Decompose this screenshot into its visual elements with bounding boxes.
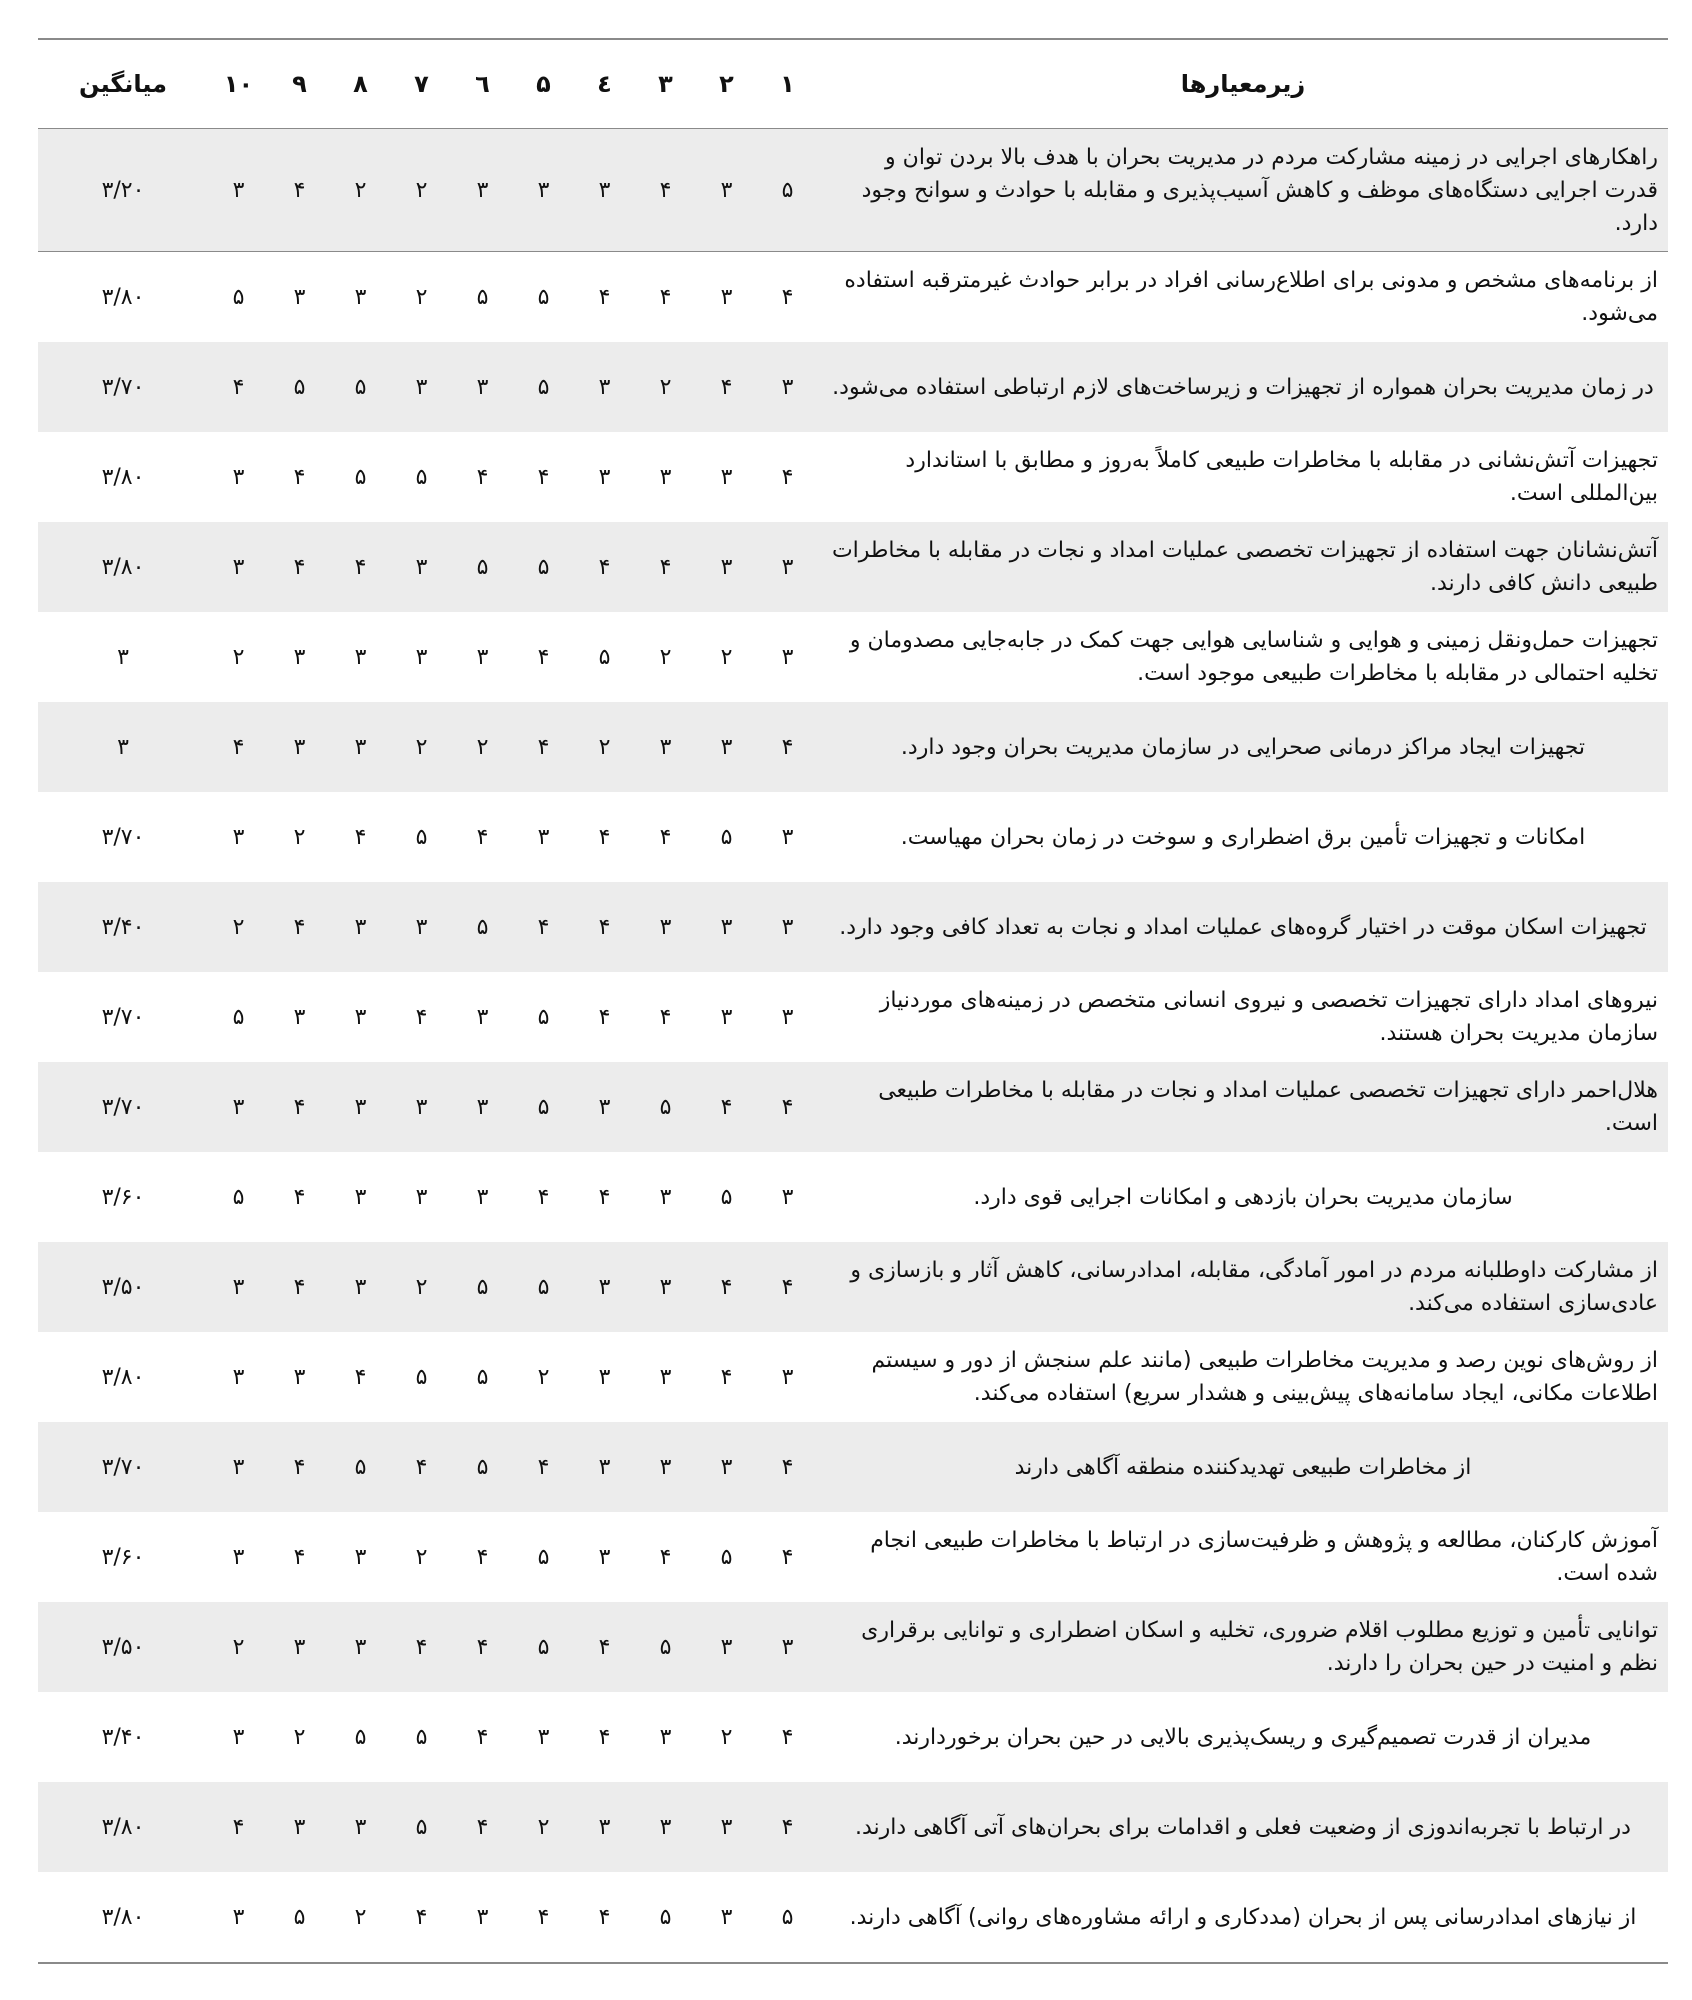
expert-score-cell: ۵ [696,1152,757,1242]
expert-score-cell: ۵ [574,612,635,702]
expert-score-cell: ۳ [330,1512,391,1602]
average-cell: ۳/۶۰ [38,1152,208,1242]
sub-criterion-cell [818,522,1668,612]
expert-score-cell: ۲ [513,1332,574,1422]
expert-score-cell: ۳ [757,882,818,972]
expert-score-cell: ۵ [269,1872,330,1963]
average-cell: ۳/۵۰ [38,1242,208,1332]
average-cell: ۳/۸۰ [38,432,208,522]
table-body [38,129,1668,1964]
expert-score-cell: ۳ [391,1062,452,1152]
expert-score-cell: ۳ [330,1062,391,1152]
expert-score-cell: ۴ [513,1422,574,1512]
table-row [38,1782,1668,1872]
expert-score-cell: ۵ [391,432,452,522]
expert-score-cell: ۳ [574,342,635,432]
expert-score-cell: ۲ [208,882,269,972]
expert-score-cell: ۳ [452,1062,513,1152]
expert-score-cell: ۴ [391,1422,452,1512]
expert-score-cell: ۴ [757,432,818,522]
expert-score-cell: ۳ [696,1602,757,1692]
expert-score-cell: ۳ [330,1152,391,1242]
expert-score-cell: ۲ [391,702,452,792]
sub-criterion-text: امکانات و تجهیزات تأمین برق اضطراری و سوخت در زمان بحران مهیاست. [900,824,1586,850]
expert-score-cell: ۵ [635,1602,696,1692]
expert-score-cell: ۲ [391,129,452,252]
expert-score-cell: ۳ [574,1782,635,1872]
sub-criterion-text: تجهیزات اسکان موقت در اختیار گروه‌های عملیات امداد و نجات به تعداد کافی وجود دارد. [839,914,1647,940]
table-row [38,1512,1668,1602]
expert-score-cell: ۴ [269,129,330,252]
expert-score-cell: ۴ [635,252,696,343]
expert-score-cell: ۵ [452,882,513,972]
average-cell: ۳/۴۰ [38,1692,208,1782]
table-row [38,792,1668,882]
expert-score-cell: ۳ [696,1782,757,1872]
expert-score-cell: ۴ [269,1512,330,1602]
expert-score-cell: ۴ [696,342,757,432]
expert-score-cell: ۳ [757,1332,818,1422]
expert-score-cell: ۳ [269,1602,330,1692]
sub-criterion-cell [818,1512,1668,1602]
average-cell: ۳/۷۰ [38,972,208,1062]
expert-score-cell: ۴ [757,1782,818,1872]
sub-criterion-text: تجهیزات حمل‌ونقل زمینی و هوایی و شناسایی هوایی جهت کمک در جابه‌جایی مصدومان و تخلیه احتمالی در مقابله با مخاطرات طبیعی موجود است. [849,628,1658,686]
sub-criterion-cell [818,342,1668,432]
expert-score-cell: ۳ [330,882,391,972]
expert-score-cell: ۲ [452,702,513,792]
expert-score-cell: ۳ [513,792,574,882]
expert-score-cell: ۴ [513,702,574,792]
sub-criterion-cell [818,972,1668,1062]
expert-score-cell: ۳ [635,1692,696,1782]
average-cell: ۳/۸۰ [38,1782,208,1872]
expert-score-cell: ۴ [330,522,391,612]
expert-score-cell: ۳ [330,1242,391,1332]
expert-score-cell: ۴ [269,1152,330,1242]
expert-score-cell: ۲ [696,612,757,702]
expert-score-cell: ۴ [696,1242,757,1332]
expert-score-cell: ۳ [269,612,330,702]
expert-score-cell: ۵ [330,1692,391,1782]
expert-score-cell: ۴ [269,432,330,522]
expert-score-cell: ۳ [574,1242,635,1332]
expert-score-cell: ۳ [757,522,818,612]
average-cell: ۳/۸۰ [38,522,208,612]
expert-score-cell: ۳ [452,129,513,252]
expert-score-cell: ۳ [574,1332,635,1422]
expert-score-cell: ۳ [208,129,269,252]
table-row [38,252,1668,343]
expert-score-cell: ۵ [513,1062,574,1152]
expert-score-cell: ۴ [574,1872,635,1963]
expert-score-cell: ۴ [635,129,696,252]
expert-score-cell: ۴ [574,882,635,972]
expert-score-cell: ۳ [330,612,391,702]
expert-score-cell: ۵ [513,342,574,432]
sub-criterion-cell [818,1602,1668,1692]
expert-score-cell: ۵ [391,1692,452,1782]
expert-score-cell: ۳ [696,522,757,612]
expert-score-cell: ۳ [208,1692,269,1782]
expert-score-cell: ۵ [452,1332,513,1422]
expert-score-cell: ۴ [574,1152,635,1242]
sub-criterion-cell [818,882,1668,972]
expert-score-cell: ۳ [208,522,269,612]
expert-score-cell: ۳ [757,612,818,702]
expert-score-cell: ۵ [208,972,269,1062]
expert-score-cell: ۳ [269,252,330,343]
expert-score-cell: ۲ [635,612,696,702]
sub-criterion-cell [818,792,1668,882]
average-cell: ۳/۷۰ [38,1062,208,1152]
expert-score-cell: ۳ [696,702,757,792]
expert-score-cell: ۳ [757,342,818,432]
header-expert: ۷ [391,39,452,129]
expert-score-cell: ۲ [513,1782,574,1872]
expert-score-cell: ۳ [330,702,391,792]
expert-score-cell: ۳ [330,1782,391,1872]
expert-score-cell: ۳ [330,1602,391,1692]
sub-criterion-cell [818,1422,1668,1512]
expert-score-cell: ۳ [391,882,452,972]
expert-score-cell: ۳ [269,1782,330,1872]
expert-score-cell: ۵ [391,1332,452,1422]
expert-score-cell: ۳ [452,1152,513,1242]
table-row [38,1152,1668,1242]
expert-score-cell: ۴ [452,1602,513,1692]
sub-criterion-cell [818,1692,1668,1782]
table-row [38,432,1668,522]
expert-score-cell: ۴ [696,1332,757,1422]
expert-score-cell: ۴ [757,1242,818,1332]
sub-criterion-text: از مشارکت داوطلبانه مردم در امور آمادگی، مقابله، امدادرسانی، کاهش آثار و بازسازی و عادی‌سازی استفاده می‌کند. [850,1258,1658,1316]
expert-score-cell: ۴ [513,612,574,702]
expert-score-cell: ۳ [391,342,452,432]
table-row [38,1062,1668,1152]
expert-score-cell: ۵ [635,1062,696,1152]
expert-score-cell: ۳ [513,129,574,252]
expert-score-cell: ۵ [452,252,513,343]
expert-score-cell: ۳ [635,702,696,792]
expert-score-cell: ۴ [757,1062,818,1152]
expert-score-cell: ۳ [269,972,330,1062]
expert-score-cell: ۲ [208,1602,269,1692]
expert-score-cell: ۵ [513,522,574,612]
expert-score-cell: ۴ [513,1872,574,1963]
expert-score-cell: ۳ [330,972,391,1062]
expert-score-cell: ۴ [330,1332,391,1422]
expert-score-cell: ۵ [513,252,574,343]
expert-score-cell: ۴ [757,702,818,792]
expert-score-cell: ۳ [574,1062,635,1152]
sub-criterion-text: توانایی تأمین و توزیع مطلوب اقلام ضروری، تخلیه و اسکان اضطراری و توانایی برقراری نظم و امنیت در حین بحران را دارند. [861,1618,1658,1676]
expert-score-cell: ۵ [513,1512,574,1602]
expert-score-cell: ۳ [391,522,452,612]
expert-score-cell: ۵ [757,129,818,252]
header-expert: ٤ [574,39,635,129]
expert-score-cell: ۳ [452,972,513,1062]
expert-score-cell: ۲ [696,1692,757,1782]
table-row [38,1872,1668,1963]
sub-criterion-text: از برنامه‌های مشخص و مدونی برای اطلاع‌رسانی افراد در برابر حوادث غیرمترقبه استفاده می‌شود. [844,268,1658,326]
expert-score-cell: ۳ [208,1332,269,1422]
expert-score-cell: ۳ [696,129,757,252]
expert-score-cell: ۳ [452,1872,513,1963]
average-cell: ۳/۸۰ [38,1332,208,1422]
expert-score-cell: ۵ [757,1872,818,1963]
expert-score-cell: ۳ [574,432,635,522]
table-row [38,342,1668,432]
expert-score-cell: ۴ [269,882,330,972]
expert-score-cell: ۴ [452,1692,513,1782]
expert-score-cell: ۵ [269,342,330,432]
expert-score-cell: ۴ [330,792,391,882]
expert-score-cell: ۴ [513,882,574,972]
table-row [38,1692,1668,1782]
expert-score-cell: ۵ [330,1422,391,1512]
expert-score-cell: ۲ [574,702,635,792]
sub-criterion-cell [818,432,1668,522]
expert-score-cell: ۲ [330,1872,391,1963]
expert-score-cell: ۳ [330,252,391,343]
expert-score-cell: ۳ [757,792,818,882]
average-cell: ۳/۲۰ [38,129,208,252]
sub-criterion-cell [818,129,1668,252]
expert-score-cell: ۲ [269,1692,330,1782]
average-cell: ۳ [38,702,208,792]
expert-score-cell: ۴ [696,1062,757,1152]
average-cell: ۳/۸۰ [38,1872,208,1963]
table-row [38,1602,1668,1692]
sub-criterion-text: تجهیزات ایجاد مراکز درمانی صحرایی در سازمان مدیریت بحران وجود دارد. [900,734,1586,760]
expert-score-cell: ۳ [452,342,513,432]
expert-score-cell: ۴ [757,1692,818,1782]
expert-score-cell: ۴ [574,522,635,612]
expert-score-cell: ۳ [208,432,269,522]
average-cell: ۳/۵۰ [38,1602,208,1692]
header-average: میانگین [38,39,208,129]
sub-criterion-text: آموزش کارکنان، مطالعه و پژوهش و ظرفیت‌سازی در ارتباط با مخاطرات طبیعی انجام شده است. [870,1528,1658,1586]
expert-score-cell: ۲ [391,252,452,343]
sub-criterion-cell [818,1242,1668,1332]
expert-score-cell: ۳ [208,1242,269,1332]
expert-score-cell: ۴ [269,1062,330,1152]
expert-score-cell: ۴ [391,1602,452,1692]
header-expert: ۸ [330,39,391,129]
expert-score-cell: ۳ [635,1152,696,1242]
expert-score-cell: ۴ [574,252,635,343]
table-row [38,1422,1668,1512]
expert-score-cell: ۳ [696,882,757,972]
average-cell: ۳/۷۰ [38,1422,208,1512]
expert-score-cell: ۳ [635,882,696,972]
expert-score-cell: ۵ [452,1242,513,1332]
table-row [38,972,1668,1062]
expert-score-cell: ۳ [696,1872,757,1963]
expert-score-cell: ۴ [452,432,513,522]
expert-score-cell: ۵ [391,792,452,882]
expert-score-cell: ۴ [574,972,635,1062]
sub-criterion-cell [818,1332,1668,1422]
expert-score-cell: ۳ [696,252,757,343]
expert-score-cell: ۳ [635,1422,696,1512]
sub-criterion-cell [818,1152,1668,1242]
expert-score-cell: ۴ [757,1512,818,1602]
sub-criterion-text: آتش‌نشانان جهت استفاده از تجهیزات تخصصی عملیات امداد و نجات در مقابله با مخاطرات طبیعی دانش کافی دارند. [831,538,1658,596]
table-row [38,129,1668,252]
table-row [38,1242,1668,1332]
expert-score-cell: ۳ [574,1512,635,1602]
expert-score-cell: ۴ [513,1152,574,1242]
average-cell: ۳ [38,612,208,702]
table-row [38,612,1668,702]
expert-score-cell: ۴ [635,792,696,882]
expert-score-cell: ۳ [757,1152,818,1242]
average-cell: ۳/۶۰ [38,1512,208,1602]
expert-score-cell: ۳ [452,612,513,702]
expert-score-cell: ۳ [635,1782,696,1872]
sub-criterion-text: راهکارهای اجرایی در زمینه مشارکت مردم در مدیریت بحران با هدف بالا بردن توان و قدرت اجرایی دستگاه‌های موظف و کاهش آسیب‌پذیری و مقابله با حوادث و سوانح وجود دارد. [861,144,1658,236]
expert-score-cell: ۵ [452,1422,513,1512]
sub-criterion-cell [818,1782,1668,1872]
expert-score-cell: ۵ [452,522,513,612]
sub-criterion-text: در ارتباط با تجربه‌اندوزی از وضعیت فعلی و اقدامات برای بحران‌های آتی آگاهی دارند. [855,1814,1631,1840]
expert-score-cell: ۴ [452,1782,513,1872]
expert-score-cell: ۵ [513,1242,574,1332]
expert-score-cell: ۳ [696,1422,757,1512]
expert-score-cell: ۵ [330,342,391,432]
table-row [38,882,1668,972]
expert-score-cell: ۴ [391,972,452,1062]
expert-score-cell: ۳ [757,972,818,1062]
header-expert: ۱۰ [208,39,269,129]
expert-score-cell: ۲ [391,1242,452,1332]
expert-score-cell: ۳ [208,1872,269,1963]
expert-score-cell: ۴ [452,792,513,882]
expert-score-cell: ۴ [574,792,635,882]
expert-score-cell: ۴ [269,1242,330,1332]
expert-score-cell: ۲ [391,1512,452,1602]
sub-criterion-text: تجهیزات آتش‌نشانی در مقابله با مخاطرات طبیعی کاملاً به‌روز و مطابق با استاندارد بین‌المللی است. [905,448,1658,506]
sub-criterion-text: نیروهای امداد دارای تجهیزات تخصصی و نیروی انسانی متخصص در زمینه‌های موردنیاز سازمان مدیریت بحران هستند. [879,988,1658,1046]
sub-criterion-text: در زمان مدیریت بحران همواره از تجهیزات و زیرساخت‌های لازم ارتباطی استفاده می‌شود. [832,374,1654,400]
expert-score-cell: ۳ [391,1152,452,1242]
expert-score-cell: ۵ [208,252,269,343]
sub-criteria-table [38,38,1668,1964]
expert-score-cell: ۴ [391,1872,452,1963]
sub-criterion-text: سازمان مدیریت بحران بازدهی و امکانات اجرایی قوی دارد. [973,1184,1513,1210]
expert-score-cell: ۳ [208,792,269,882]
header-expert: ۳ [635,39,696,129]
expert-score-cell: ۵ [696,1512,757,1602]
average-cell: ۳/۷۰ [38,792,208,882]
expert-score-cell: ۴ [513,432,574,522]
header-expert: ۲ [696,39,757,129]
table-row [38,702,1668,792]
expert-score-cell: ۴ [208,702,269,792]
table-header-row [38,39,1668,129]
header-expert: ٦ [452,39,513,129]
table-row [38,1332,1668,1422]
expert-score-cell: ۴ [635,1512,696,1602]
expert-score-cell: ۳ [208,1062,269,1152]
expert-score-cell: ۳ [269,702,330,792]
header-expert: ۹ [269,39,330,129]
expert-score-cell: ۴ [269,1422,330,1512]
expert-score-cell: ۳ [574,1422,635,1512]
expert-score-cell: ۴ [635,522,696,612]
expert-score-cell: ۲ [208,612,269,702]
sub-criterion-cell [818,1062,1668,1152]
expert-score-cell: ۵ [513,1602,574,1692]
sub-criterion-cell [818,702,1668,792]
expert-score-cell: ۴ [452,1512,513,1602]
expert-score-cell: ۵ [696,792,757,882]
sub-criterion-cell [818,252,1668,343]
expert-score-cell: ۴ [757,252,818,343]
average-cell: ۳/۴۰ [38,882,208,972]
expert-score-cell: ۴ [757,1422,818,1512]
header-expert: ۵ [513,39,574,129]
expert-score-cell: ۳ [208,1512,269,1602]
expert-score-cell: ۳ [696,432,757,522]
expert-score-cell: ۳ [574,129,635,252]
average-cell: ۳/۸۰ [38,252,208,343]
expert-score-cell: ۴ [635,972,696,1062]
sub-criterion-text: مدیران از قدرت تصمیم‌گیری و ریسک‌پذیری بالایی در حین بحران برخوردارند. [894,1724,1592,1750]
expert-score-cell: ۴ [269,522,330,612]
expert-score-cell: ۵ [330,432,391,522]
expert-score-cell: ۳ [391,612,452,702]
expert-score-cell: ۴ [574,1602,635,1692]
expert-score-cell: ۳ [757,1602,818,1692]
average-cell: ۳/۷۰ [38,342,208,432]
sub-criterion-text: هلال‌احمر دارای تجهیزات تخصصی عملیات امداد و نجات در مقابله با مخاطرات طبیعی است. [878,1078,1658,1136]
expert-score-cell: ۳ [513,1692,574,1782]
expert-score-cell: ۴ [574,1692,635,1782]
expert-score-cell: ۳ [208,1422,269,1512]
sub-criterion-cell [818,1872,1668,1963]
expert-score-cell: ۳ [269,1332,330,1422]
expert-score-cell: ۲ [635,342,696,432]
expert-score-cell: ۳ [635,432,696,522]
expert-score-cell: ۵ [635,1872,696,1963]
sub-criterion-text: از نیازهای امدادرسانی پس از بحران (مددکاری و ارائه مشاوره‌های روانی) آگاهی دارند. [849,1904,1637,1930]
expert-score-cell: ۵ [513,972,574,1062]
sub-criterion-text: از روش‌های نوین رصد و مدیریت مخاطرات طبیعی (مانند علم سنجش از دور و سیستم اطلاعات مکانی، ایجاد سامانه‌های پیش‌بینی و هشدار سریع) استفاده می‌کند. [871,1348,1658,1406]
expert-score-cell: ۳ [696,972,757,1062]
header-sub-criteria: زیرمعیارها [818,39,1668,129]
table-row [38,522,1668,612]
header-expert: ۱ [757,39,818,129]
sub-criterion-text: از مخاطرات طبیعی تهدیدکننده منطقه آگاهی دارند [1014,1454,1472,1480]
expert-score-cell: ۴ [208,342,269,432]
sub-criterion-cell [818,612,1668,702]
expert-score-cell: ۲ [269,792,330,882]
expert-score-cell: ۳ [635,1332,696,1422]
expert-score-cell: ۲ [330,129,391,252]
expert-score-cell: ۵ [391,1782,452,1872]
expert-score-cell: ۳ [635,1242,696,1332]
expert-score-cell: ۴ [208,1782,269,1872]
expert-score-cell: ۵ [208,1152,269,1242]
